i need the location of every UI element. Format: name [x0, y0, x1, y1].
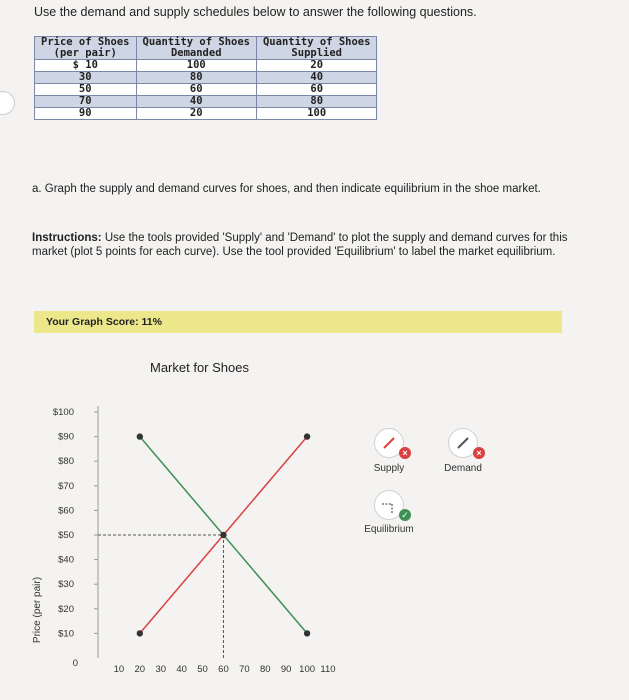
price-cell: 50	[35, 84, 137, 96]
supplied-cell: 40	[256, 72, 376, 84]
instructions	[32, 231, 580, 259]
instructions-text: Use the tools provided 'Supply' and 'Demand' to plot the supply and demand curves for this market (plot 5 points for each curve). Use the tool provided 'Equilibrium' to label the market equilibrium.	[32, 232, 568, 258]
price-cell: 30	[35, 72, 137, 84]
graph-score-bar: Your Graph Score: 11%	[34, 311, 562, 333]
x-tick-label: 80	[259, 664, 271, 675]
demand-tool[interactable]	[441, 428, 485, 474]
graph-title: Market for Shoes	[150, 360, 249, 375]
demanded-cell: 80	[136, 72, 256, 84]
col-header-supplied-line1: Quantity of Shoes	[262, 36, 371, 48]
table-row	[35, 96, 377, 108]
price-cell: $ 10	[35, 60, 137, 72]
instructions-label: Instructions:	[32, 232, 102, 244]
demand-point[interactable]	[304, 630, 310, 636]
table-row	[35, 84, 377, 96]
table-row	[35, 72, 377, 84]
supply-point[interactable]	[304, 433, 310, 439]
x-tick-label: 40	[176, 664, 187, 675]
x-tick-label: 30	[155, 664, 167, 675]
close-icon: ×	[473, 447, 485, 459]
market-chart[interactable]	[0, 380, 420, 700]
col-header-demanded-line2: Demanded	[170, 47, 222, 59]
col-header-supplied	[256, 37, 376, 60]
page-header: Use the demand and supply schedules below to answer the following questions.	[34, 5, 477, 19]
y-tick-label: $70	[58, 480, 74, 492]
col-header-demanded	[136, 37, 256, 60]
tick-layer	[53, 407, 336, 675]
x-tick-label: 100	[299, 664, 316, 675]
price-cell: 90	[35, 108, 137, 120]
col-header-supplied-line2: Supplied	[291, 47, 342, 59]
col-header-price	[35, 37, 137, 60]
demand-tool-circle[interactable]	[448, 428, 482, 458]
series-layer[interactable]	[98, 433, 310, 658]
y-tick-label: $40	[58, 554, 74, 566]
x-tick-label: 110	[320, 664, 336, 675]
supply-tool[interactable]	[367, 428, 411, 474]
question-a: a. Graph the supply and demand curves for shoes, and then indicate equilibrium in the shoe market.	[32, 183, 541, 195]
x-tick-label: 90	[280, 664, 292, 675]
supplied-cell: 100	[256, 108, 376, 120]
x-tick-label: 50	[197, 664, 208, 675]
supplied-cell: 80	[256, 96, 376, 108]
y-tick-label: $60	[58, 505, 74, 517]
table-row	[35, 60, 377, 72]
axis-layer	[94, 406, 98, 658]
table-row	[35, 108, 377, 120]
check-icon: ✓	[399, 509, 411, 521]
x-tick-label: 70	[239, 664, 250, 675]
equilibrium-tool[interactable]	[359, 490, 419, 535]
supply-point[interactable]	[137, 630, 143, 636]
equilibrium-point[interactable]	[220, 532, 226, 538]
y-tick-label: $50	[58, 530, 74, 541]
col-header-demanded-line1: Quantity of Shoes	[142, 36, 250, 48]
demanded-cell: 100	[136, 60, 256, 72]
demand-point[interactable]	[137, 433, 143, 439]
schedule-table	[34, 36, 377, 120]
y-tick-label: $100	[52, 407, 74, 418]
y-axis-label: Price (per pair)	[32, 576, 43, 644]
side-handle[interactable]	[0, 91, 15, 115]
x-tick-label: 10	[113, 664, 125, 675]
equilibrium-tool-circle[interactable]	[374, 490, 409, 520]
supplied-cell: 20	[256, 60, 376, 72]
equilibrium-tool-label: Equilibrium	[364, 524, 414, 535]
close-icon: ×	[399, 447, 411, 459]
demand-tool-label: Demand	[444, 463, 482, 474]
y-tick-label: $20	[58, 603, 74, 615]
col-header-price-line1: Price of Shoes	[41, 36, 130, 48]
price-cell: 70	[35, 96, 137, 108]
y-tick-label: $80	[58, 456, 74, 468]
y-tick-label: $30	[58, 579, 74, 591]
supply-tool-label: Supply	[373, 463, 405, 474]
demanded-cell: 40	[136, 96, 256, 108]
origin-label: 0	[72, 658, 78, 669]
col-header-price-line2: (per pair)	[53, 47, 117, 59]
supply-tool-circle[interactable]	[374, 428, 408, 458]
y-tick-label: $90	[58, 431, 74, 443]
demanded-cell: 20	[136, 108, 256, 120]
supplied-cell: 60	[256, 84, 376, 96]
y-tick-label: $10	[58, 628, 74, 640]
x-tick-label: 60	[218, 664, 229, 675]
demanded-cell: 60	[136, 84, 256, 96]
schedule-header-row	[35, 37, 377, 60]
x-tick-label: 20	[134, 664, 146, 675]
